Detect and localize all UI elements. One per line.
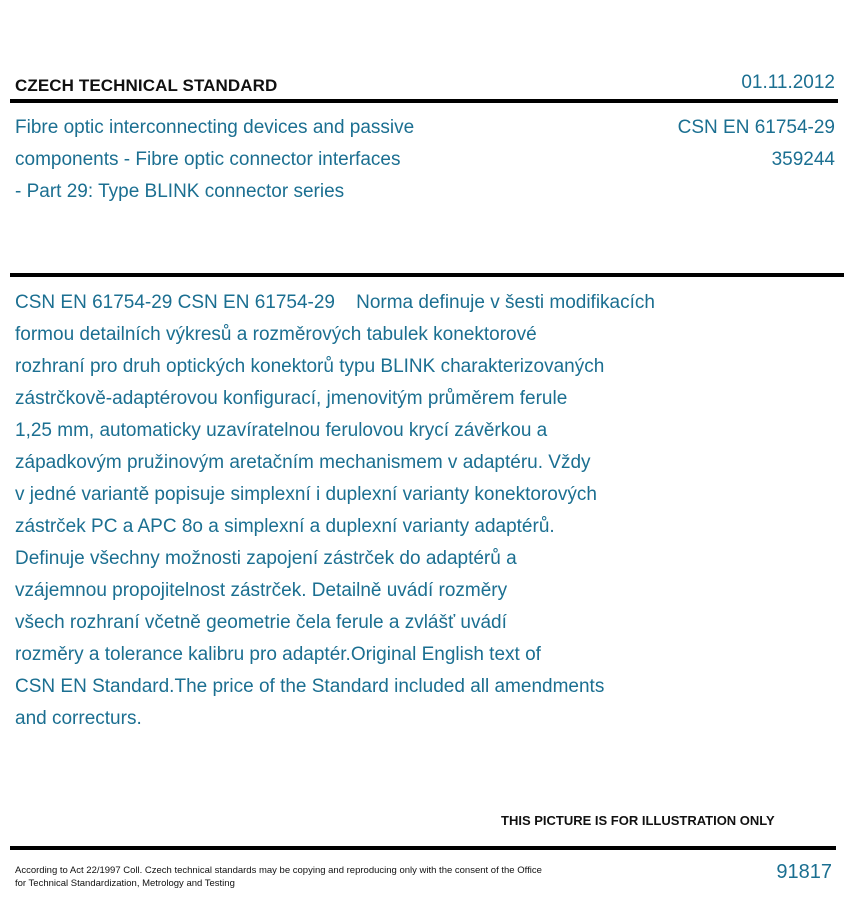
publication-date: 01.11.2012 [741, 72, 835, 93]
header-divider [10, 99, 838, 103]
footer-divider [10, 846, 836, 850]
description-line: vzájemnou propojitelnost zástrček. Detailně uvádí rozměry [15, 580, 508, 601]
description-line: v jedné variantě popisuje simplexní i duplexní varianty konektorových [15, 484, 597, 505]
description-line: rozměry a tolerance kalibru pro adaptér.Original English text of [15, 644, 541, 665]
description-line: CSN EN 61754-29 CSN EN 61754-29 Norma definuje v šesti modifikacích [15, 292, 655, 313]
header-label: CZECH TECHNICAL STANDARD [15, 76, 278, 95]
description-line: všech rozhraní včetně geometrie čela ferule a zvlášť uvádí [15, 612, 507, 633]
description-line: Definuje všechny možnosti zapojení zástrček do adaptérů a [15, 548, 517, 569]
description-line: západkovým pružinovým aretačním mechanismem v adaptéru. Vždy [15, 452, 591, 473]
description-line: zástrčkově-adaptérovou konfigurací, jmenovitým průměrem ferule [15, 388, 568, 409]
description-line: CSN EN Standard.The price of the Standard included all amendments [15, 676, 605, 697]
footer-number: 91817 [776, 861, 832, 883]
description-line: rozhraní pro druh optických konektorů typu BLINK charakterizovaných [15, 356, 605, 377]
description-line: zástrček PC a APC 8o a simplexní a duplexní varianty adaptérů. [15, 516, 555, 537]
description-line: formou detailních výkresů a rozměrových tabulek konektorové [15, 324, 537, 345]
description-line: 1,25 mm, automaticky uzavíratelnou ferulovou krycí závěrkou a [15, 420, 548, 441]
title-line-1: Fibre optic interconnecting devices and passive [15, 117, 415, 138]
title-line-2: components - Fibre optic connector interfaces [15, 149, 401, 170]
description-line: and correcturs. [15, 708, 142, 729]
legal-note-line-1: According to Act 22/1997 Coll. Czech technical standards may be copying and reproducing only with the consent of the Office [15, 865, 542, 876]
title-line-3: - Part 29: Type BLINK connector series [15, 181, 345, 202]
classification-code: 359244 [771, 149, 835, 170]
illustration-note: THIS PICTURE IS FOR ILLUSTRATION ONLY [501, 813, 775, 828]
title-divider [10, 273, 844, 277]
legal-note-line-2: for Technical Standardization, Metrology and Testing [15, 878, 235, 889]
standard-number: CSN EN 61754-29 [677, 117, 835, 138]
